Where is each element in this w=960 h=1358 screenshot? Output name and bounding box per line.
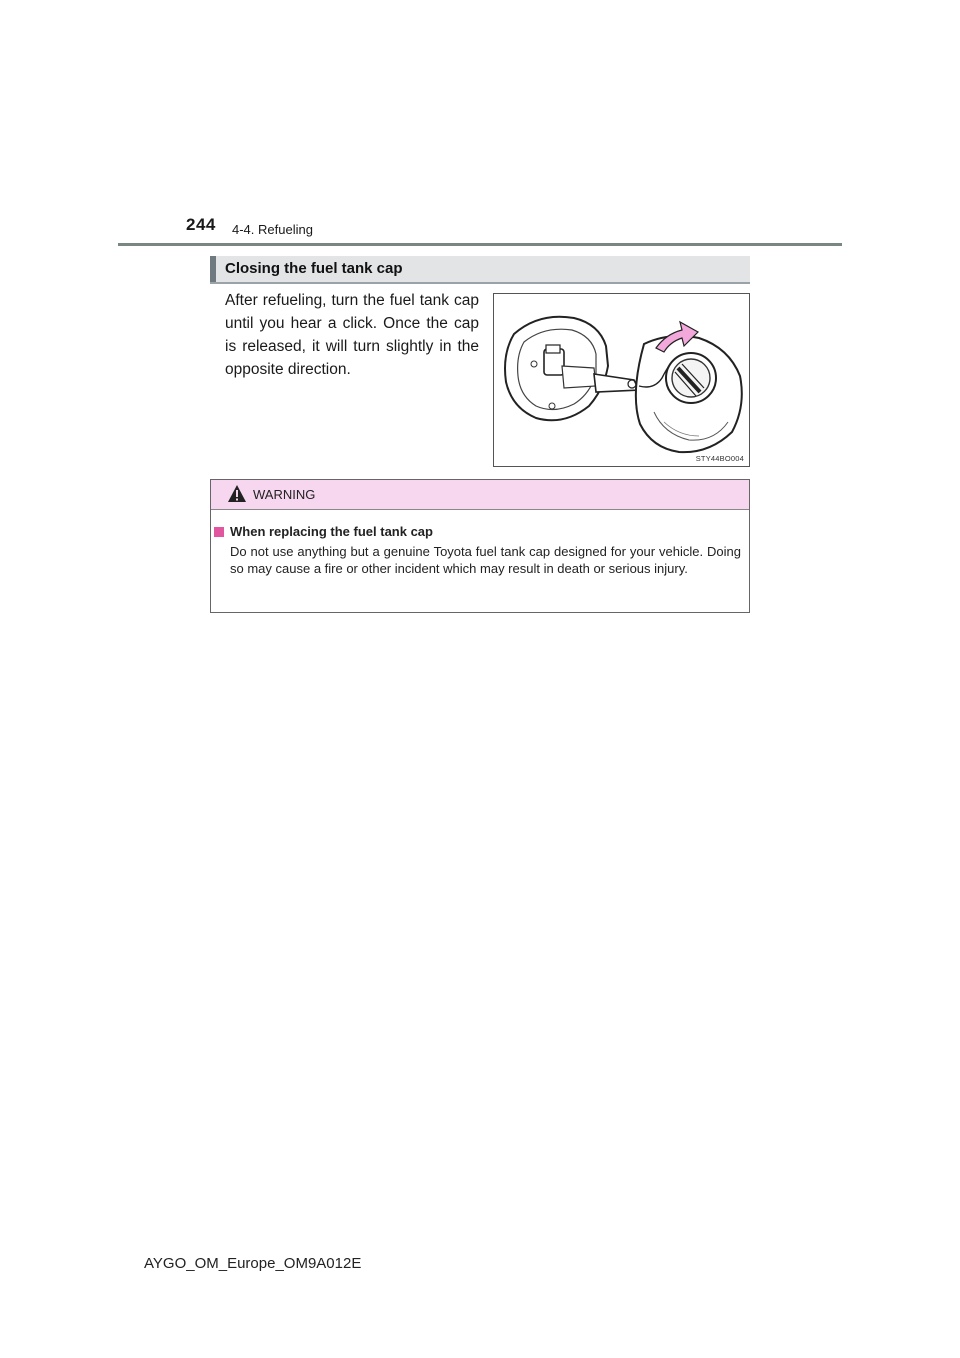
body-paragraph: After refueling, turn the fuel tank cap until you hear a click. Once the cap is released, it will turn slightly in the opposite direction. — [225, 292, 479, 378]
fuel-cap-illustration — [493, 293, 750, 467]
section-heading: Closing the fuel tank cap — [225, 260, 403, 277]
square-bullet-icon — [214, 527, 224, 537]
fuel-door-drawing — [494, 294, 749, 466]
warning-item-title — [214, 524, 433, 539]
warning-item-text: Do not use anything but a genuine Toyota fuel tank cap designed for your vehicle. Doing so may cause a fire or other incident which may result in death or serious injury. — [230, 544, 741, 576]
section-label: 4-4. Refueling — [232, 222, 313, 237]
warning-header — [211, 480, 749, 510]
footer-doc-code: AYGO_OM_Europe_OM9A012E — [144, 1255, 362, 1272]
warning-item-title-text: When replacing the fuel tank cap — [230, 524, 433, 539]
header-rule — [118, 243, 842, 246]
heading-accent — [210, 256, 216, 282]
warning-triangle-icon — [227, 484, 247, 504]
figure-code: STY44BO004 — [695, 454, 744, 463]
warning-label: WARNING — [253, 487, 316, 502]
page-number: 244 — [186, 215, 216, 234]
warning-box — [210, 479, 750, 613]
section-heading-bar — [210, 256, 750, 284]
